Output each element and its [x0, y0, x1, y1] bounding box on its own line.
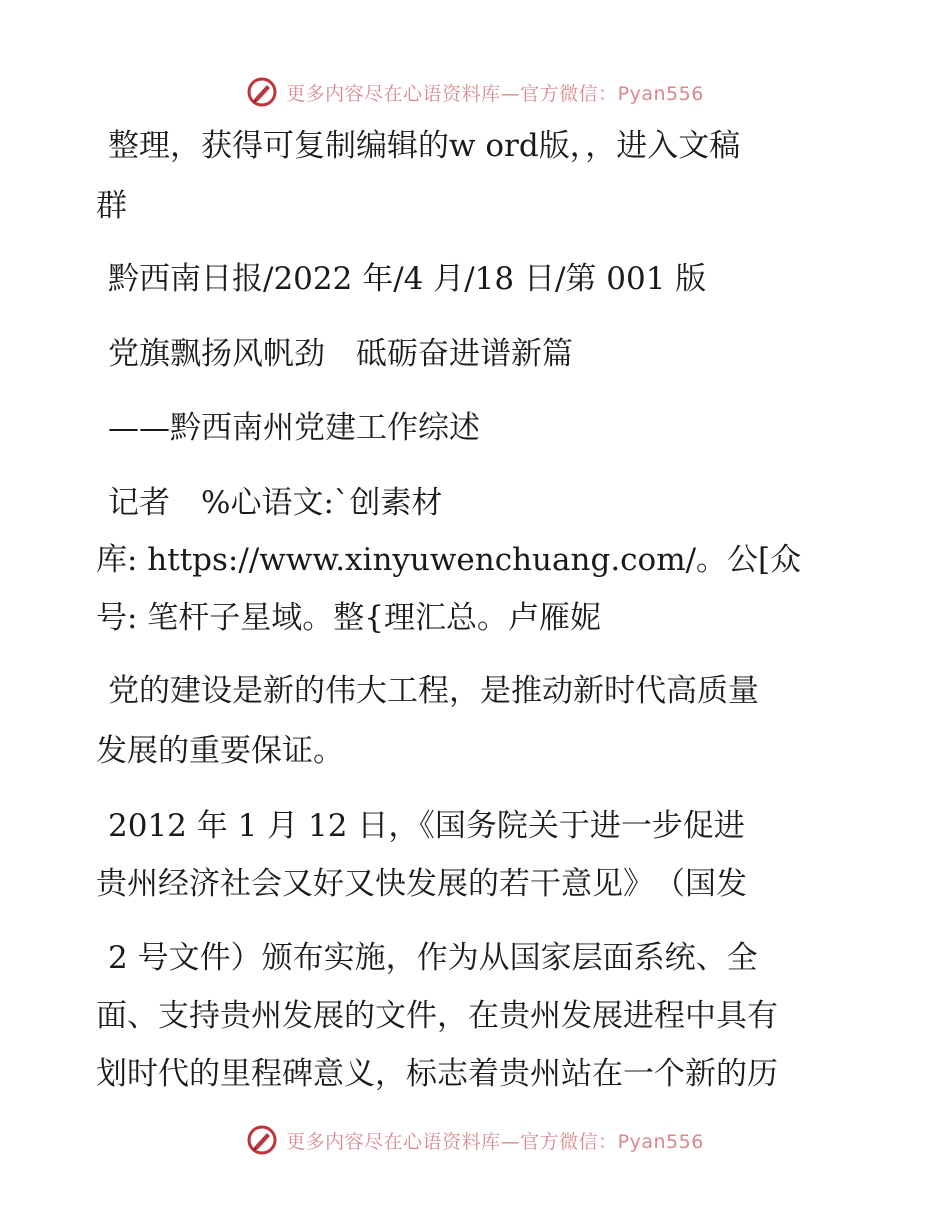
paragraph-line: 党的建设是新的伟大工程，是推动新时代高质量: [108, 673, 759, 709]
paragraph-line: 2 号文件）颁布实施，作为从国家层面系统、全: [108, 940, 758, 976]
article-title: 党旗飘扬风帆劲 砥砺奋进谱新篇: [108, 336, 573, 372]
text-line: 整理，获得可复制编辑的w ord版，，进入文稿: [108, 128, 741, 164]
footer-banner: [0, 1120, 950, 1160]
footer-wechat-id: Pyan556: [617, 1130, 704, 1153]
paragraph-line: 面、支持贵州发展的文件，在贵州发展进程中具有: [96, 998, 778, 1034]
byline: 记者 %心语文:`创素材: [108, 485, 443, 521]
header-banner: [0, 72, 950, 112]
paragraph-line: 2012 年 1 月 12 日，《国务院关于进一步促进: [108, 808, 745, 844]
source-line: 黔西南日报/2022 年/4 月/18 日/第 001 版: [108, 261, 707, 297]
header-banner-text: 更多内容尽在心语资料库—官方微信：: [286, 82, 618, 105]
pen-logo-icon: [246, 1124, 278, 1156]
paragraph-line: 划时代的里程碑意义，标志着贵州站在一个新的历: [96, 1056, 778, 1092]
text-line: 号: 笔杆子星域。整{理汇总。卢雁妮: [96, 600, 602, 636]
footer-banner-text: 更多内容尽在心语资料库—官方微信：: [286, 1130, 618, 1153]
paragraph-line: 发展的重要保证。: [96, 733, 344, 769]
article-subtitle: ——黔西南州党建工作综述: [108, 410, 480, 446]
pen-logo-icon: [246, 76, 278, 108]
header-wechat-id: Pyan556: [617, 82, 704, 105]
text-line: 库: https://www.xinyuwenchuang.com/。公[众: [96, 542, 802, 578]
paragraph-line: 贵州经济社会又好又快发展的若干意见》 （国发: [96, 866, 747, 902]
text-line: 群: [96, 188, 127, 224]
